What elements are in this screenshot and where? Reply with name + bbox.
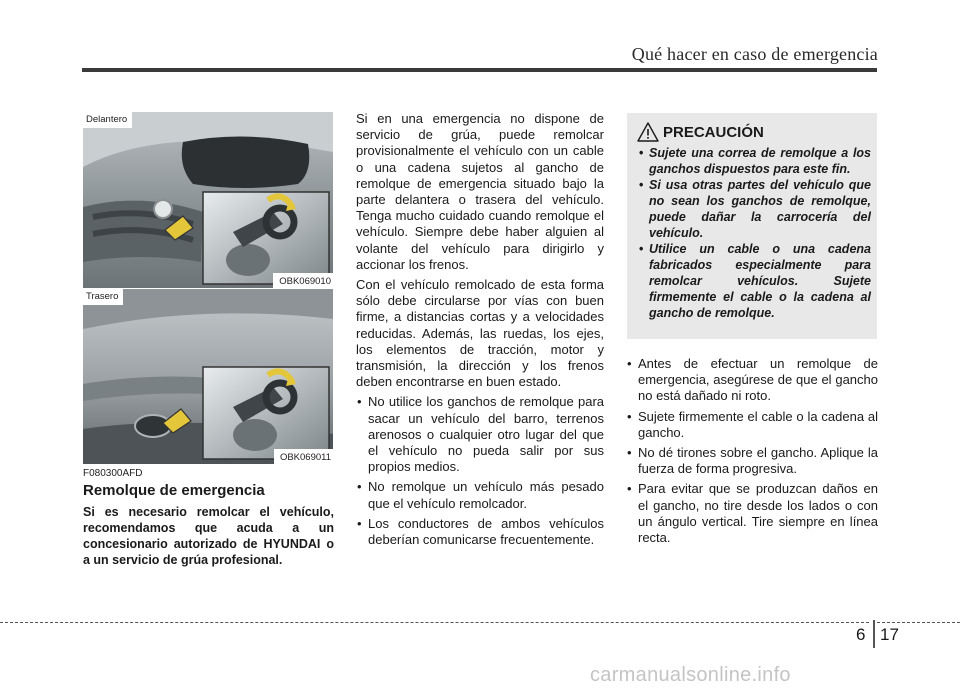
rear-car-illustration bbox=[83, 289, 333, 464]
caution-item: • Si usa otras partes del vehículo que no sean los ganchos de remolque, puede dañar la carrocería del vehículo. bbox=[639, 177, 871, 241]
front-car-illustration bbox=[83, 112, 333, 288]
watermark: carmanualsonline.info bbox=[590, 664, 791, 686]
caution-list bbox=[639, 145, 871, 321]
chapter-number: 6 bbox=[856, 625, 866, 644]
caution-box bbox=[627, 113, 877, 339]
page-number: 17 bbox=[880, 625, 899, 644]
list-item: • Los conductores de ambos vehículos deberían comunicarse frecuentemente. bbox=[356, 516, 604, 548]
footer-rule bbox=[877, 622, 960, 623]
section-intro: Si es necesario remolcar el vehículo, recomendamos que acuda a un concesionario autorizado de HYUNDAI o a un servicio de grúa profesional. bbox=[83, 505, 334, 567]
section-title: Qué hacer en caso de emergencia bbox=[631, 44, 878, 64]
section-code: F080300AFD bbox=[83, 468, 143, 479]
rear-tow-hook-photo bbox=[83, 289, 333, 464]
paragraph: Si en una emergencia no dispone de servicio de grúa, puede remolcar provisionalmente el vehículo con un cable o una cadena sujetos al gancho de remolque de emergencia situado bajo la parte delantera o trasera del vehículo. Tenga mucho cuidado cuando remolque el vehículo. Siempre debe haber alguien al volante del vehículo para dirigirlo y accionar los frenos. bbox=[356, 111, 604, 272]
photo-code-front: OBK069010 bbox=[273, 273, 333, 288]
photo-label-rear: Trasero bbox=[83, 289, 123, 305]
caution-title: PRECAUCIÓN bbox=[663, 124, 764, 141]
list-item: • Para evitar que se produzcan daños en el gancho, no tire desde los lados o con un ángulo vertical. Tire siempre en línea recta. bbox=[626, 481, 878, 546]
caution-item: • Sujete una correa de remolque a los ganchos dispuestos para este fin. bbox=[639, 145, 871, 177]
photo-code-rear: OBK069011 bbox=[274, 449, 333, 464]
warning-triangle-icon bbox=[637, 122, 659, 147]
list-item: • No dé tirones sobre el gancho. Aplique la fuerza de forma progresiva. bbox=[626, 445, 878, 477]
bullet-list bbox=[626, 356, 878, 546]
photo-label-front: Delantero bbox=[83, 112, 132, 128]
bullet-list bbox=[356, 394, 604, 548]
column-3 bbox=[626, 356, 878, 550]
list-item: • No utilice los ganchos de remolque para sacar un vehículo del barro, terrenos arenosos o cualquier otro lugar del que el vehículo no pueda salir por sus propios medios. bbox=[356, 394, 604, 475]
section-heading: Remolque de emergencia bbox=[83, 482, 265, 499]
column-2 bbox=[356, 111, 604, 552]
list-item: • No remolque un vehículo más pesado que el vehículo remolcador. bbox=[356, 479, 604, 511]
paragraph: Con el vehículo remolcado de esta forma sólo debe circularse por vías con buen firme, a distancias cortas y a velocidades reducidas. Además, las ruedas, los ejes, los elementos de tracción, motor y transmisión, la dirección y los frenos deben encontrarse en buen estado. bbox=[356, 277, 604, 390]
front-tow-hook-photo bbox=[83, 112, 333, 288]
header-rule bbox=[82, 68, 877, 72]
caution-item: • Utilice un cable o una cadena fabricados especialmente para remolcar vehículos. Sujete firmemente el cable o la cadena al gancho de remolque. bbox=[639, 241, 871, 321]
list-item: • Antes de efectuar un remolque de emergencia, asegúrese de que el gancho no está dañado ni roto. bbox=[626, 356, 878, 405]
list-item: • Sujete firmemente el cable o la cadena al gancho. bbox=[626, 409, 878, 441]
footer-rule bbox=[0, 622, 869, 623]
page-number-separator bbox=[873, 620, 875, 648]
